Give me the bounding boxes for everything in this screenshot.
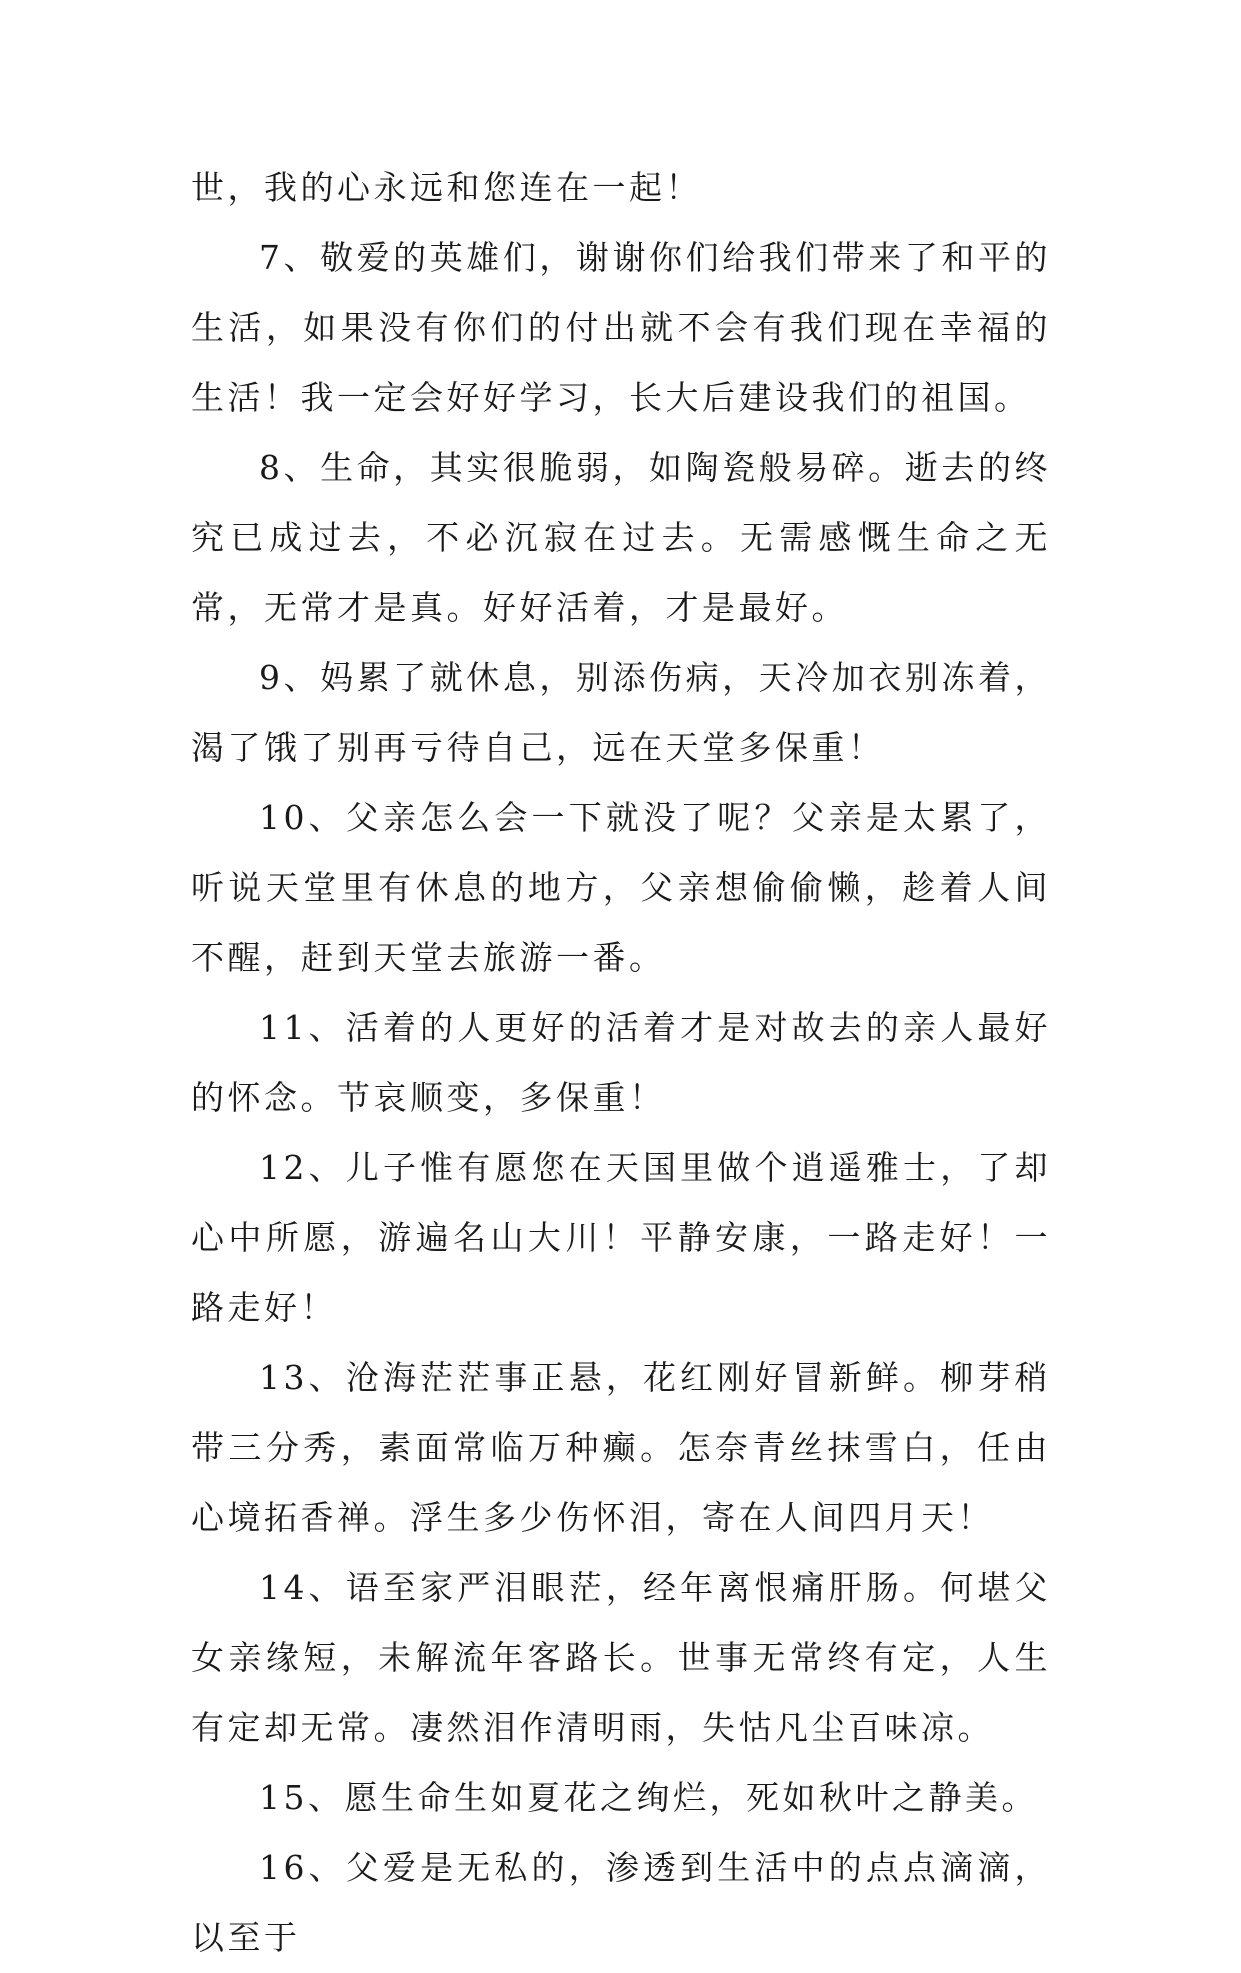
- document-body: [191, 153, 1051, 1973]
- paragraph-item-16: 16、父爱是无私的，渗透到生活中的点点滴滴，以至于: [191, 1848, 1051, 1957]
- paragraph-item-15: 15、愿生命生如夏花之绚烂，死如秋叶之静美。: [259, 1778, 1038, 1817]
- paragraph-item-14: 14、语至家严泪眼茫，经年离恨痛肝肠。何堪父女亲缘短，未解流年客路长。世事无常终有定，人生有定却无常。凄然泪作清明雨，失怙凡尘百味凉。: [191, 1568, 1051, 1747]
- paragraph-item-7: 7、敬爱的英雄们，谢谢你们给我们带来了和平的生活，如果没有你们的付出就不会有我们现在幸福的生活！我一定会好好学习，长大后建设我们的祖国。: [191, 238, 1051, 417]
- paragraph-item-13: 13、沧海茫茫事正悬，花红刚好冒新鲜。柳芽稍带三分秀，素面常临万种癫。怎奈青丝抹雪白，任由心境拓香禅。浮生多少伤怀泪，寄在人间四月天！: [191, 1358, 1051, 1537]
- paragraph-item-11: 11、活着的人更好的活着才是对故去的亲人最好的怀念。节哀顺变，多保重！: [191, 1008, 1051, 1117]
- paragraph-continuation: 世，我的心永远和您连在一起！: [191, 168, 702, 207]
- paragraph-item-8: 8、生命，其实很脆弱，如陶瓷般易碎。逝去的终究已成过去，不必沉寂在过去。无需感慨生命之无常，无常才是真。好好活着，才是最好。: [191, 448, 1051, 627]
- paragraph-item-9: 9、妈累了就休息，别添伤病，天冷加衣别冻着，渴了饿了别再亏待自己，远在天堂多保重！: [191, 658, 1051, 767]
- paragraph-item-10: 10、父亲怎么会一下就没了呢？父亲是太累了，听说天堂里有休息的地方，父亲想偷偷懒，趁着人间不醒，赶到天堂去旅游一番。: [191, 798, 1051, 977]
- paragraph-item-12: 12、儿子惟有愿您在天国里做个逍遥雅士，了却心中所愿，游遍名山大川！平静安康，一路走好！一路走好！: [191, 1148, 1051, 1327]
